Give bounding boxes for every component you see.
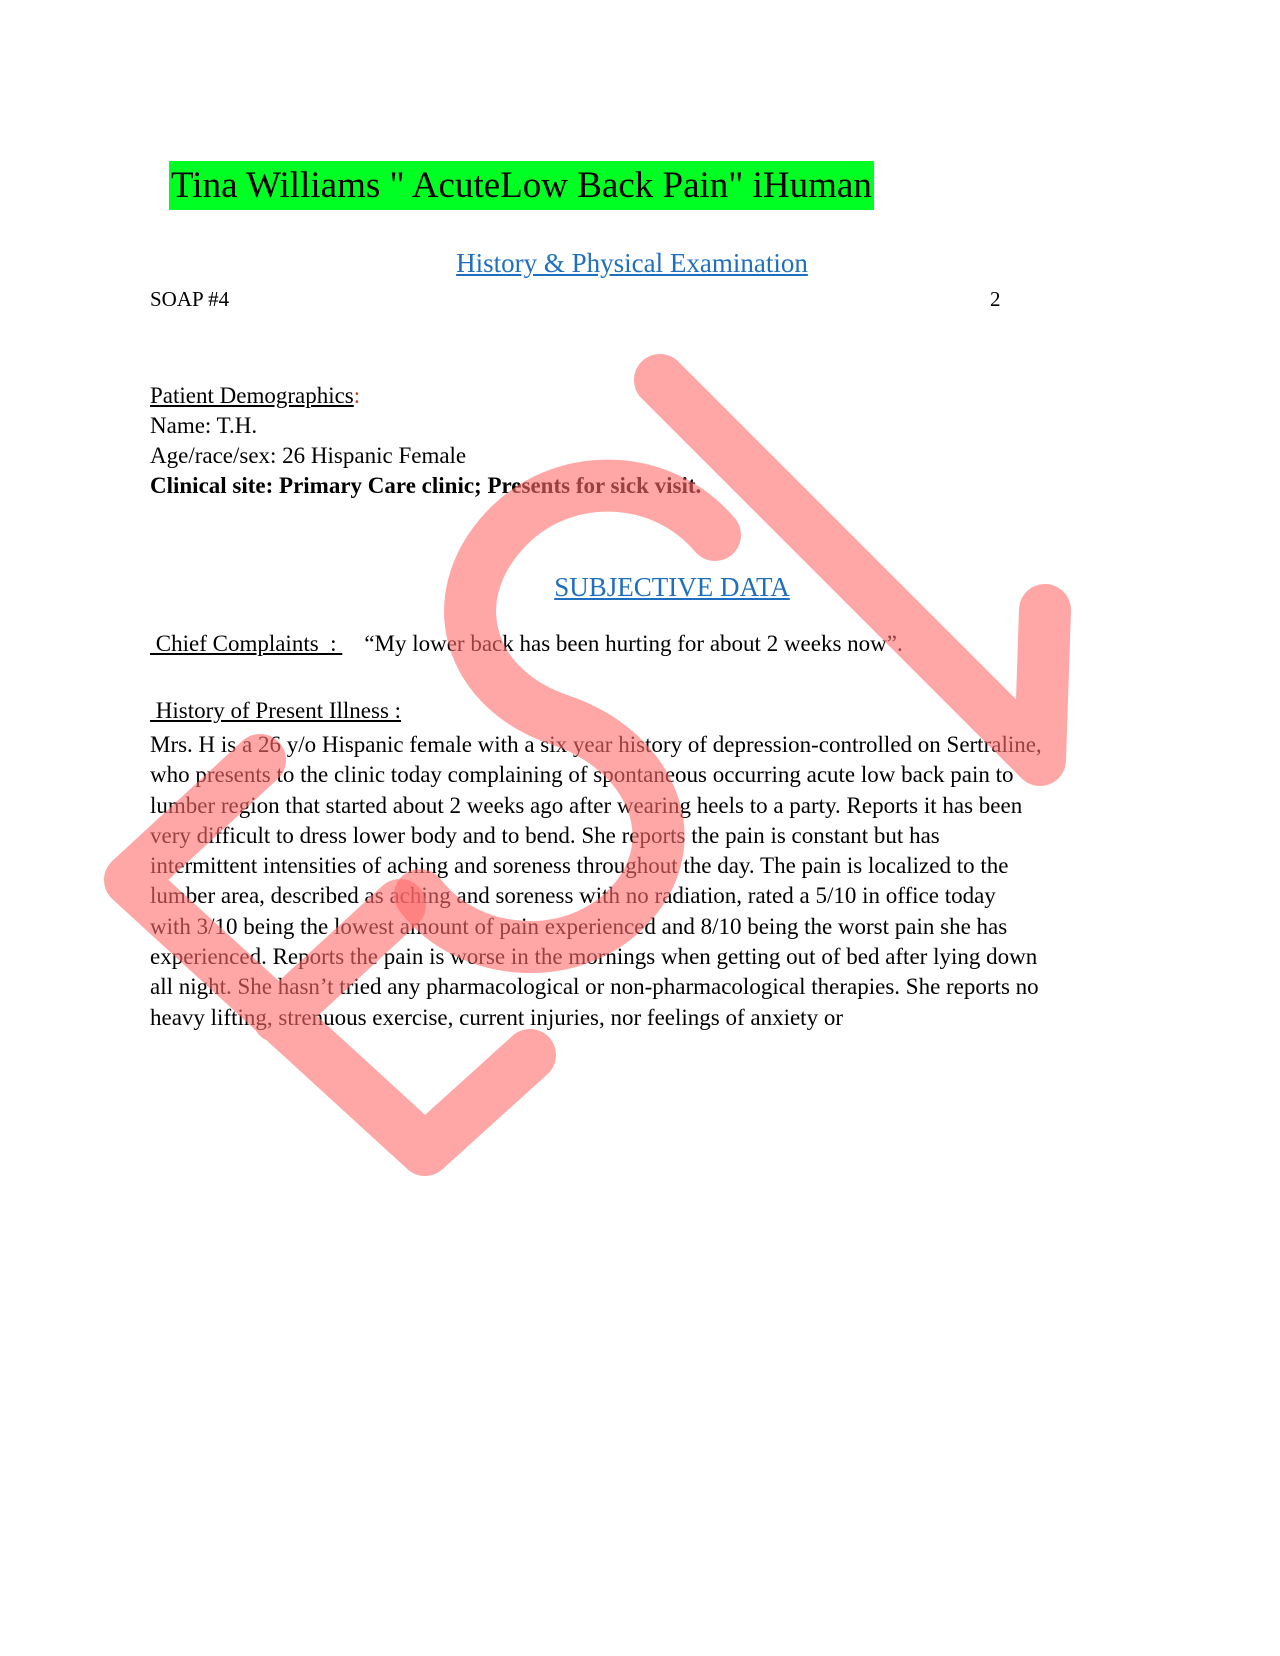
hpi-line: experienced. Reports the pain is worse in the mornings when getting out of bed after lying down bbox=[150, 944, 1038, 970]
hpi-line: lumber region that started about 2 weeks ago after wearing heels to a party. Reports it has been bbox=[150, 792, 1023, 818]
hpi-line: heavy lifting, strenuous exercise, current injuries, nor feelings of anxiety or bbox=[150, 1004, 843, 1030]
hpi-label: History of Present Illness : bbox=[150, 698, 402, 723]
subjective-data-heading-text: SUBJECTIVE DATA bbox=[554, 572, 790, 602]
hpi-heading-line bbox=[150, 698, 401, 724]
history-physical-heading[interactable] bbox=[0, 248, 1272, 279]
chief-complaint-label: Chief Complaints : bbox=[150, 631, 343, 656]
document-title: Tina Williams " AcuteLow Back Pain" iHuman bbox=[169, 161, 874, 210]
patient-age-race-sex: Age/race/sex: 26 Hispanic Female bbox=[150, 443, 467, 468]
page-number: 2 bbox=[990, 287, 1001, 311]
chief-complaint-line bbox=[150, 631, 903, 657]
hpi-line: with 3/10 being the lowest amount of pain experienced and 8/10 being the worst pain she has bbox=[150, 913, 1008, 939]
soap-number: SOAP #4 bbox=[150, 287, 230, 311]
history-physical-heading-text: History & Physical Examination bbox=[456, 248, 808, 278]
patient-name: Name: T.H. bbox=[150, 413, 258, 438]
hpi-line: lumber area, described as aching and soreness with no radiation, rated a 5/10 in office today bbox=[150, 883, 996, 909]
demographics-heading: Patient Demographics bbox=[150, 383, 354, 408]
hpi-paragraph bbox=[150, 730, 1125, 1033]
hpi-line: very difficult to dress lower body and to bend. She reports the pain is constant but has bbox=[150, 822, 940, 848]
hpi-line: Mrs. H is a 26 y/o Hispanic female with a six year history of depression-controlled on Sertraline, bbox=[150, 732, 1042, 757]
clinical-site: Clinical site: Primary Care clinic; Presents for sick visit. bbox=[150, 473, 702, 498]
chief-complaint-text: “My lower back has been hurting for about 2 weeks now”. bbox=[364, 631, 903, 656]
watermark-letter-l bbox=[660, 380, 1045, 760]
demographics-colon: : bbox=[353, 383, 361, 408]
demographics-heading-line bbox=[150, 383, 360, 409]
hpi-line: intermittent intensities of aching and soreness throughout the day. The pain is localized to the bbox=[150, 853, 1009, 879]
subjective-data-heading[interactable] bbox=[32, 572, 1280, 603]
hpi-line: who presents to the clinic today complaining of spontaneous occurring acute low back pain to bbox=[150, 762, 1014, 788]
hpi-line: all night. She hasn’t tried any pharmacological or non-pharmacological therapies. She reports no bbox=[150, 974, 1039, 1000]
